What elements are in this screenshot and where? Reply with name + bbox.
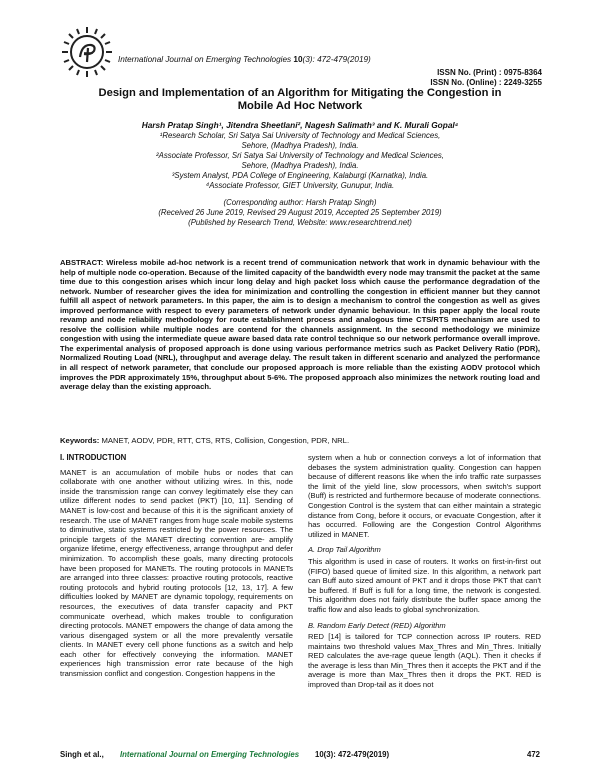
body-paragraph: MANET is an accumulation of mobile hubs or nodes that can collaborate with one another without utilizing wires. In this, node inside the transmission range can convey legitimately else they can utilize different nodes to send packet (PKT) [10, 11]. Sending of MANET is low-cost and because of this it is the significant anxiety of research. The use of MANET ranges from huge scale mobile systems to diminutive, static systems restricted by the power resources. The principle targets of the MANET directing convention are- amplify organize lifetime, energy effectiveness, arrange throughput and defer minimization. To accomplish these goals, many directing protocols have been proposed for MANETs. The routing protocols in MANETs are arranged into three classes: proactive routing protocols, reactive routing protocols and hybrid routing protocols [12, 13, 17]. A few difficulties looked by MANET are dynamic topology, requirements on resources, the executives of data transfer capacity and PKT communicate overhead, which makes trouble to configuration directing protocols. MANET empowers the change of data among the various disengaged system or all the more prevalently versatile clients. In MANET every cell phone functions as a switch and help each other for effectively conveying the information. MANET experiences high transmission error rate because of the high transmission conflict and congestion. Congestion happens in the bbox=[60, 467, 293, 679]
affiliation-line: ⁴Associate Professor, GIET University, Gunupur, India. bbox=[205, 181, 395, 190]
issn-print: ISSN No. (Print) : 0975-8364 bbox=[437, 68, 542, 77]
left-column bbox=[60, 453, 293, 685]
body-paragraph: system when a hub or connection conveys a lot of information that debases the system administration quality. Congestion can happen because of different reasons like when the info traffic rate surpasses the limit of the yield line, slow processors, when switch's support (Buff) is restricted and furthermore because of moderate connections. Congestion Control is the system that can either maintain a strategic distance from Cong, before it occurs, or evacuate Congestion, after it has occurred. Following are the Congestion Control Algorithms utilized in MANET. bbox=[308, 453, 541, 539]
paper-title bbox=[60, 87, 540, 113]
footer-author: Singh et al., bbox=[60, 750, 104, 759]
publisher-line: (Published by Research Trend, Website: www.researchtrend.net) bbox=[188, 218, 412, 227]
received-dates: (Received 26 June 2019, Revised 29 August 2019, Accepted 25 September 2019) bbox=[158, 208, 442, 217]
corresponding-author: (Corresponding author: Harsh Pratap Singh) bbox=[223, 198, 377, 207]
author-list: Harsh Pratap Singh¹, Jitendra Sheetlani², Nagesh Salimath³ and K. Murali Gopal⁴ bbox=[141, 120, 459, 130]
footer-citation: 10(3): 472-479(2019) bbox=[315, 750, 390, 759]
journal-logo-icon bbox=[58, 24, 116, 80]
body-paragraph: This algorithm is used in case of routers. It works on first-in-first out (FIFO) based queue of limited size. In this algorithm, a network part can Buff auto sized amount of PKT and it drops those PKT that can't be buffered. If Buff is full for a long time, the network is congested. This algorithm does not fairly distribute the buffer space among the traffic flow and also leads to global synchronization. bbox=[308, 556, 541, 614]
keywords bbox=[60, 436, 349, 445]
affiliation-line: Sehore, (Madhya Pradesh), India. bbox=[241, 161, 359, 170]
page-footer bbox=[60, 750, 540, 759]
page-number: 472 bbox=[526, 750, 540, 759]
issn-online: ISSN No. (Online) : 2249-3255 bbox=[430, 78, 542, 87]
body-paragraph: RED [14] is tailored for TCP connection across IP routers. RED maintains two threshold values Max_Thres and Min_Thres. Initially RED calculates the ave-rage queue length (AQL). Then it checks if the average is less than Min_Thres then it accepts the PKT and if the average is more than Max_Thres then it drops the PKT. RED is improved than Drop-tail as it does not bbox=[308, 632, 541, 690]
keywords-text: MANET, AODV, PDR, RTT, CTS, RTS, Collision, Congestion, PDR, NRL. bbox=[99, 436, 350, 445]
journal-issue-pages: (3): 472-479(2019) bbox=[302, 55, 371, 64]
keywords-label: Keywords: bbox=[60, 436, 100, 445]
footer-journal: International Journal on Emerging Technologies bbox=[120, 750, 300, 759]
affiliation-line: ²Associate Professor, Sri Satya Sai University of Technology and Medical Sciences, bbox=[156, 151, 444, 160]
subsection-heading-red: B. Random Early Detect (RED) Algorithm bbox=[308, 620, 446, 630]
section-heading-introduction: I. INTRODUCTION bbox=[60, 453, 127, 462]
journal-header bbox=[118, 55, 371, 64]
affiliation-line: ¹Research Scholar, Sri Satya Sai University of Technology and Medical Sciences, bbox=[159, 131, 441, 140]
right-column bbox=[308, 453, 541, 696]
journal-name: International Journal on Emerging Technologies bbox=[118, 55, 292, 64]
subsection-heading-drop-tail: A. Drop Tail Algorithm bbox=[308, 545, 381, 555]
affiliation-line: ³System Analyst, PDA College of Engineering, Kalaburgi (Karnatka), India. bbox=[171, 171, 429, 180]
journal-volume: 10 bbox=[293, 55, 303, 64]
abstract: ABSTRACT: Wireless mobile ad-hoc network is a recent trend of communication network that work in dynamic behaviour with the help of multiple node co-operation. Because of the limited capacity of the bandwidth every node may transmit the packet at the same time due to this congestion arises which incur long delay and high packet loss which cause the performance degradation of the network. Number of researcher gives the idea for minimization and controlling the congestion in efficient manner but they cannot fulfill all aspect of network parameters. In this paper, the aim is to design a mechanism to control the congestion as well as gives improved performance with respect to every parameters of network under dynamic behaviour. In this paper apply the local route revamp and node reliability methodology for route establishment process and analogous time CTS/RTS mechanism are used to resolve the collision while multiple nodes are contend for the channels assignment. In the second methodology we minimize congestion with using the intermediate queue aware based data rate control technique so our network performance overall improve. The experimental analysis of proposed approach is done using various performance metrics such as Packet Delivery Ratio (PDR), Normalized Routing Load (NRL), throughput and average delay. The result taken in different scenario and analyzed the performance in all respect of network parameter, that conclude our proposed approach is more reliable than the existing AODV protocol which improves the PDR approximately 15%, throughput about 5-6%. The proposed approach also minimizes the network routing load and average delay than the existing approach. bbox=[60, 258, 540, 392]
affiliation-line: Sehore, (Madhya Pradesh), India. bbox=[241, 141, 359, 150]
title-line-2: Mobile Ad Hoc Network bbox=[237, 100, 363, 112]
title-line-1: Design and Implementation of an Algorithm for Mitigating the Congestion in bbox=[98, 87, 502, 99]
